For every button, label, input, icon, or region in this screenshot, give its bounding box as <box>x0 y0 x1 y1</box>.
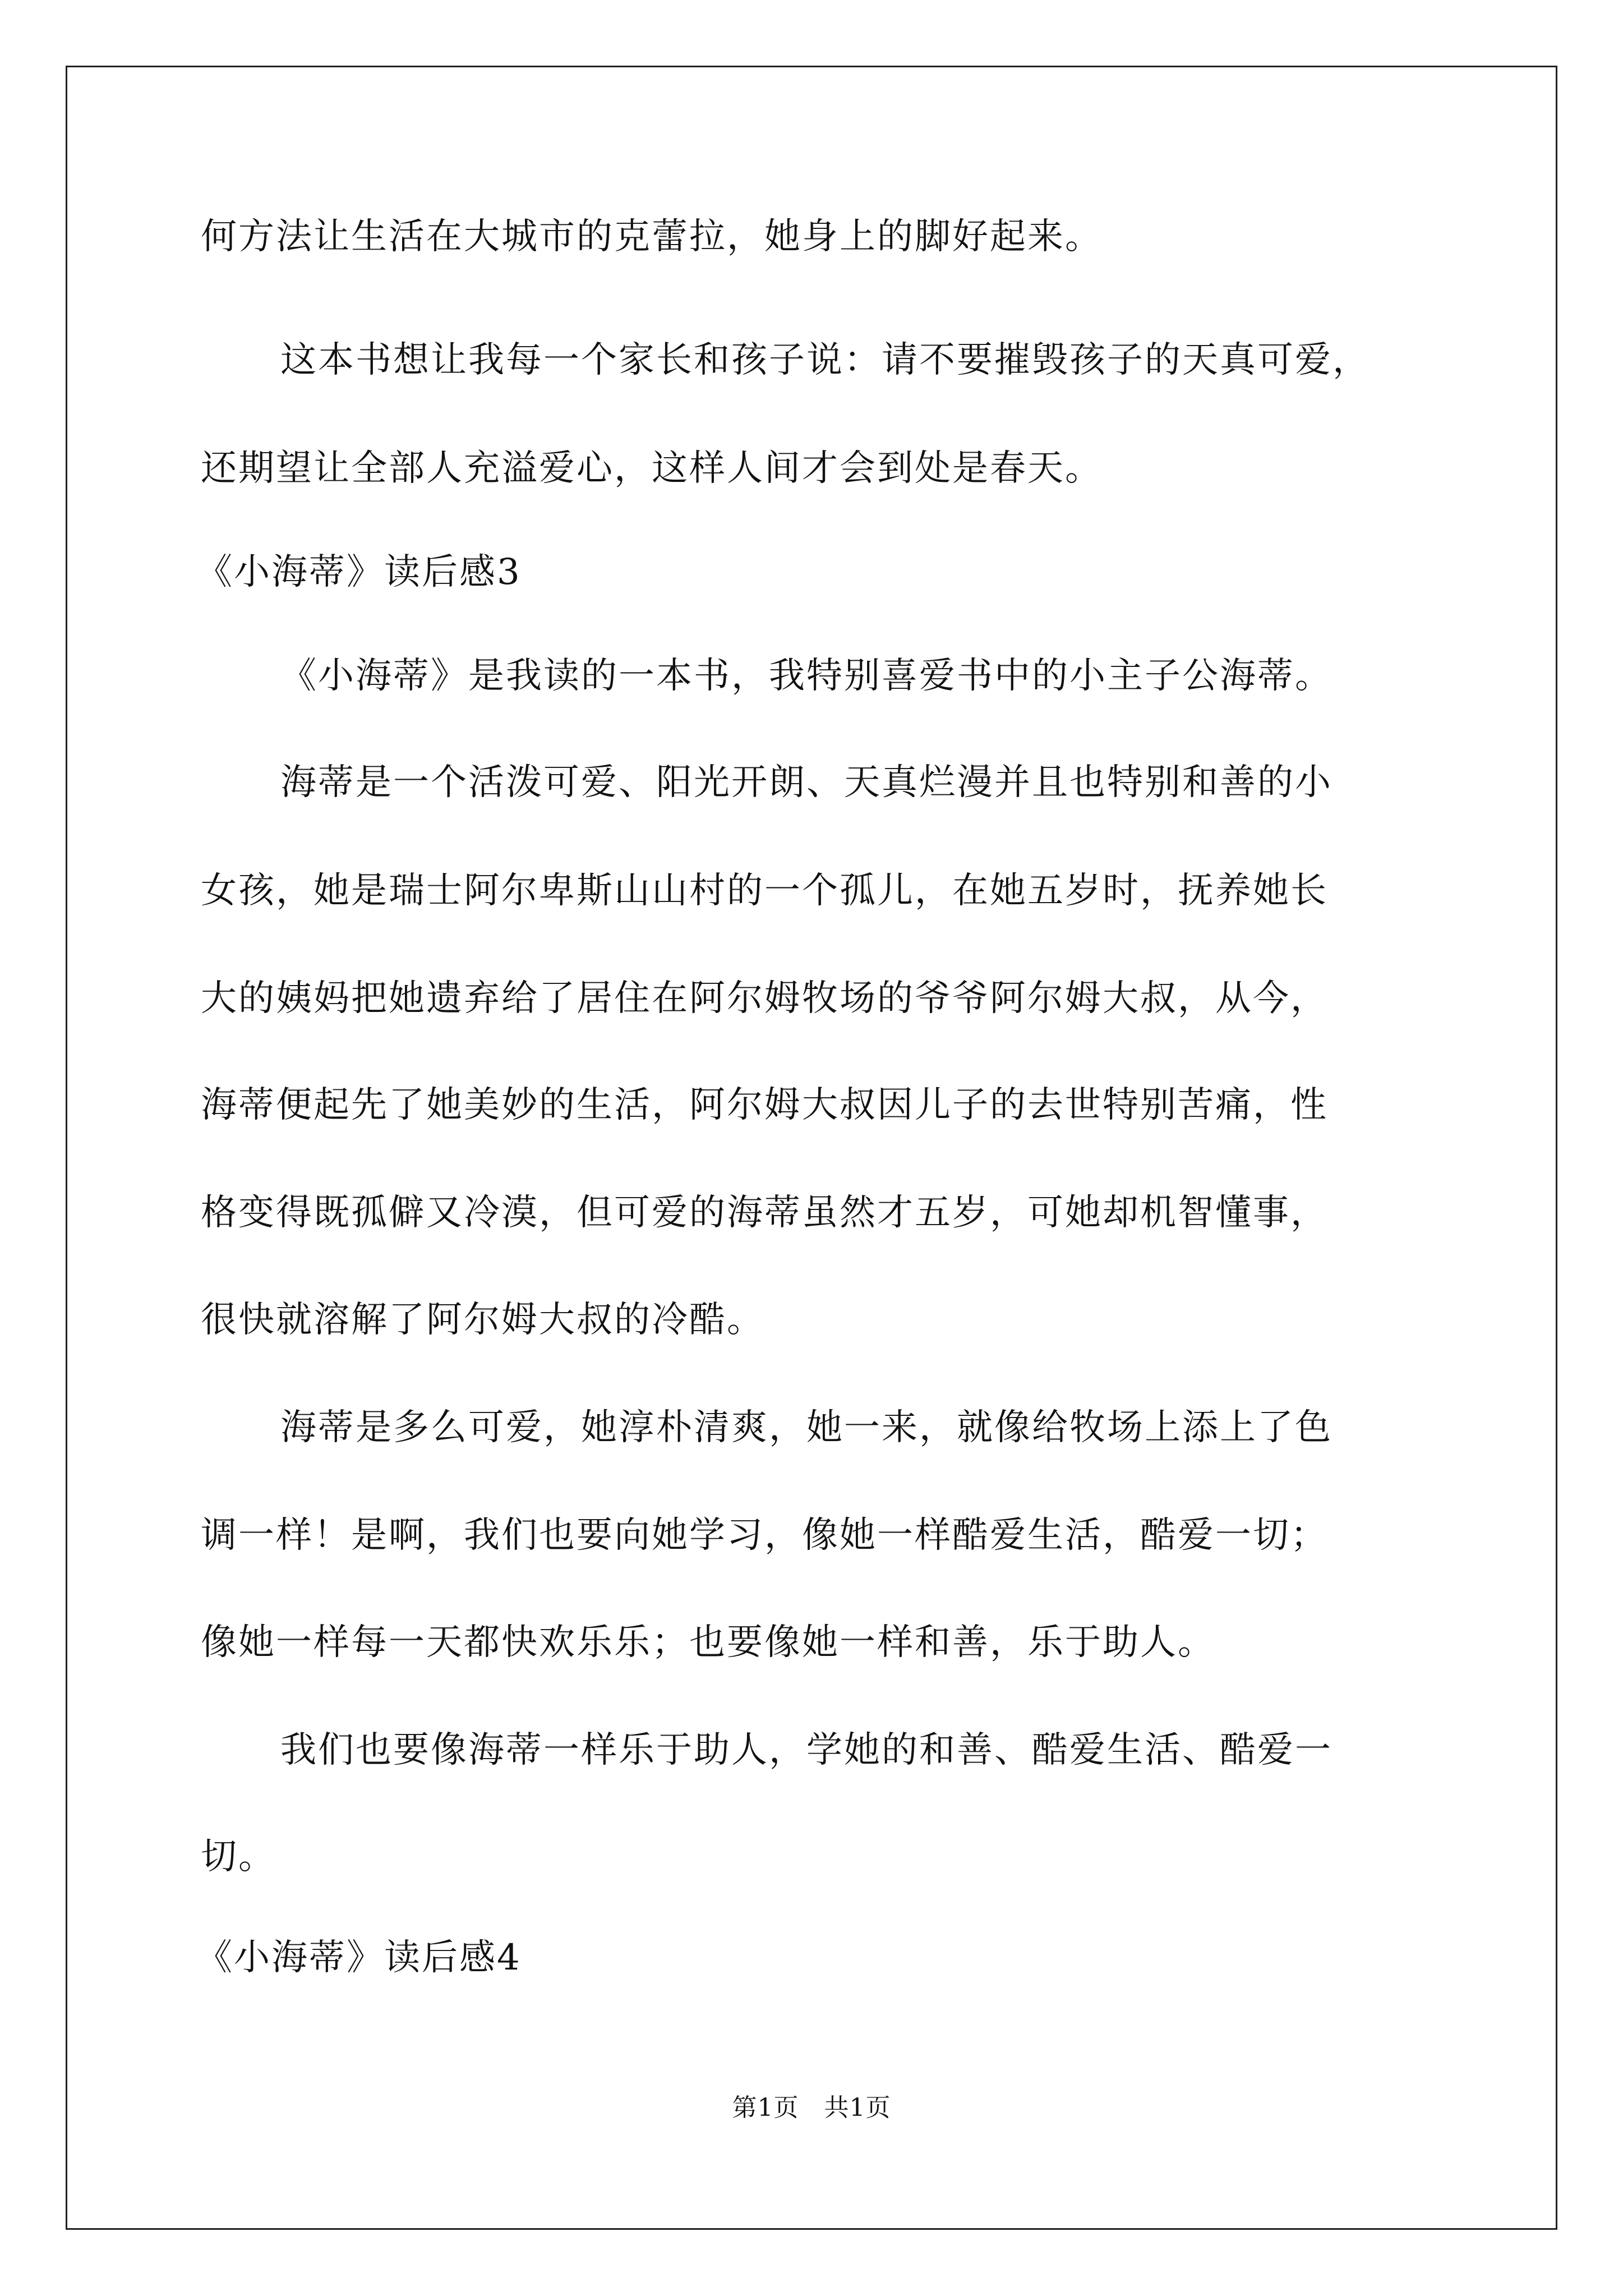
body-line: 还期望让全部人充溢爱心，这样人间才会到处是春天。 <box>201 448 1103 489</box>
body-line: 格变得既孤僻又冷漠，但可爱的海蒂虽然才五岁，可她却机智懂事， <box>201 1192 1328 1234</box>
body-line: 像她一样每一天都快欢乐乐；也要像她一样和善，乐于助人。 <box>201 1622 1215 1663</box>
body-line: 女孩，她是瑞士阿尔卑斯山山村的一个孤儿，在她五岁时，抚养她长 <box>201 870 1328 912</box>
body-line: 大的姨妈把她遗弃给了居住在阿尔姆牧场的爷爷阿尔姆大叔，从今， <box>201 978 1328 1019</box>
page-number-footer: 第1页 共1页 <box>732 2093 891 2122</box>
body-line: 很快就溶解了阿尔姆大叔的冷酷。 <box>201 1299 764 1341</box>
body-line: 海蒂是一个活泼可爱、阳光开朗、天真烂漫并且也特别和善的小 <box>280 762 1332 803</box>
body-line: 何方法让生活在大城市的克蕾拉，她身上的脚好起来。 <box>201 216 1103 257</box>
section-heading: 《小海蒂》读后感4 <box>196 1937 522 1978</box>
body-line: 海蒂便起先了她美妙的生活，阿尔姆大叔因儿子的去世特别苦痛，性 <box>201 1084 1328 1126</box>
body-line: 切。 <box>201 1836 276 1878</box>
page-frame <box>66 66 1557 2230</box>
body-line: 海蒂是多么可爱，她淳朴清爽，她一来，就像给牧场上添上了色 <box>280 1407 1332 1448</box>
section-heading: 《小海蒂》读后感3 <box>196 551 522 593</box>
body-line: 调一样！是啊，我们也要向她学习，像她一样酷爱生活，酷爱一切； <box>201 1515 1328 1556</box>
body-line: 我们也要像海蒂一样乐于助人，学她的和善、酷爱生活、酷爱一 <box>280 1729 1332 1771</box>
body-line: 这本书想让我每一个家长和孩子说：请不要摧毁孩子的天真可爱， <box>280 339 1370 381</box>
body-line: 《小海蒂》是我读的一本书，我特别喜爱书中的小主子公海蒂。 <box>280 655 1332 697</box>
